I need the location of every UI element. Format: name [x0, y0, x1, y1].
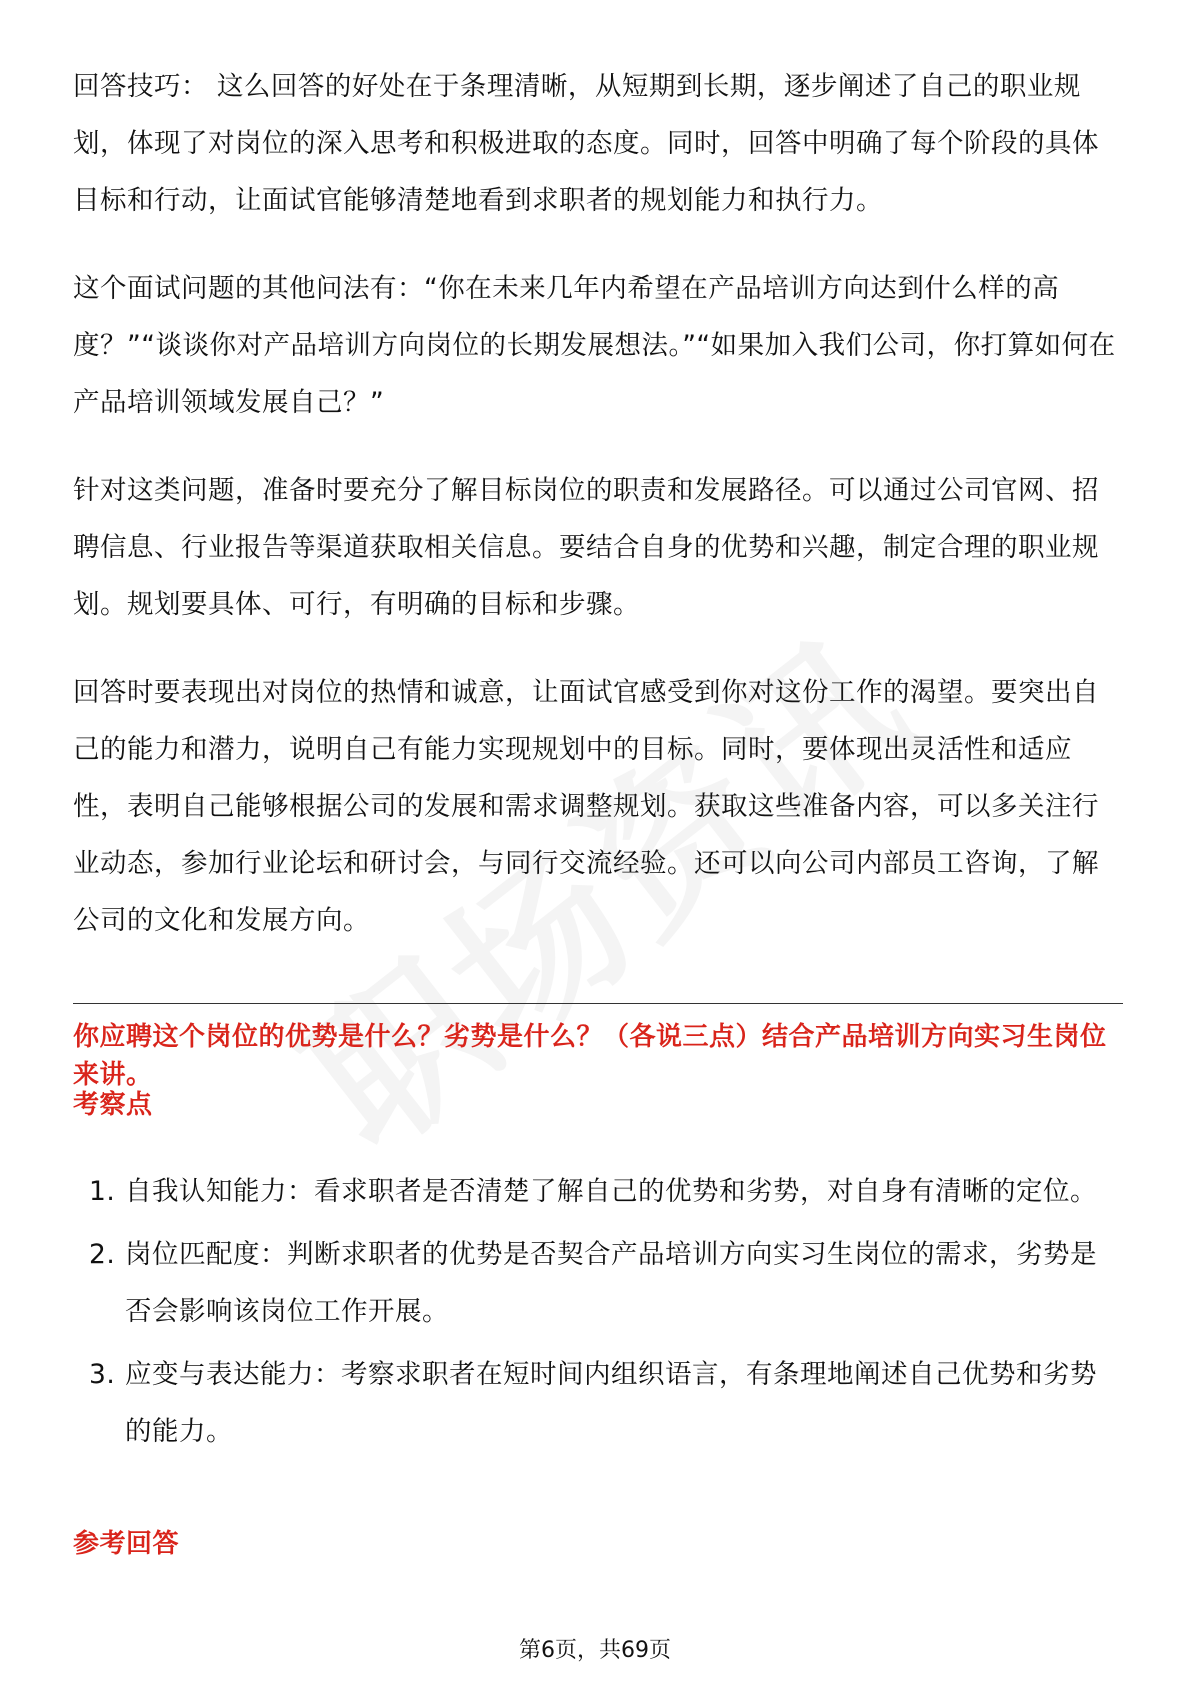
page-number-footer: 第6页，共69页	[519, 1638, 671, 1663]
focus-points-list	[73, 1163, 1123, 1466]
list-item-text: 应变与表达能力：考察求职者在短时间内组织语言，有条理地阐述自己优势和劣势的能力。	[125, 1359, 1097, 1447]
list-number: 3.	[89, 1359, 116, 1390]
paragraph-answer-tips: 回答技巧： 这么回答的好处在于条理清晰，从短期到长期，逐步阐述了自己的职业规划，体现了对岗位的深入思考和积极进取的态度。同时，回答中明确了每个阶段的具体目标和行动，让面试官能够清楚地看到求职者的规划能力和执行力。	[73, 71, 1099, 216]
section-divider	[73, 1003, 1123, 1004]
paragraph-alternative-questions: 这个面试问题的其他问法有：“你在未来几年内希望在产品培训方向达到什么样的高度？”“谈谈你对产品培训方向岗位的长期发展想法。”“如果加入我们公司，你打算如何在产品培训领域发展自己？”	[73, 273, 1116, 418]
paragraph-answer-attitude: 回答时要表现出对岗位的热情和诚意，让面试官感受到你对这份工作的渴望。要突出自己的能力和潜力，说明自己有能力实现规划中的目标。同时，要体现出灵活性和适应性，表明自己能够根据公司的发展和需求调整规划。获取这些准备内容，可以多关注行业动态，参加行业论坛和研讨会，与同行交流经验。还可以向公司内部员工咨询，了解公司的文化和发展方向。	[73, 677, 1099, 936]
list-item-text: 自我认知能力：看求职者是否清楚了解自己的优势和劣势，对自身有清晰的定位。	[125, 1176, 1097, 1207]
section-title-reference-answer: 参考回答	[73, 1529, 180, 1559]
section-title-focus: 考察点	[73, 1090, 153, 1120]
list-item	[73, 1226, 1123, 1340]
interview-question-heading: 你应聘这个岗位的优势是什么？劣势是什么？（各说三点）结合产品培训方向实习生岗位来讲。	[73, 1022, 1107, 1090]
list-number: 2.	[89, 1239, 116, 1270]
body-text	[73, 58, 1123, 980]
list-item-text: 岗位匹配度：判断求职者的优势是否契合产品培训方向实习生岗位的需求，劣势是否会影响该岗位工作开展。	[125, 1239, 1097, 1327]
list-item	[73, 1163, 1123, 1220]
list-number: 1.	[89, 1176, 116, 1207]
paragraph-preparation: 针对这类问题，准备时要充分了解目标岗位的职责和发展路径。可以通过公司官网、招聘信息、行业报告等渠道获取相关信息。要结合自身的优势和兴趣，制定合理的职业规划。规划要具体、可行，有明确的目标和步骤。	[73, 475, 1099, 620]
list-item	[73, 1346, 1123, 1460]
